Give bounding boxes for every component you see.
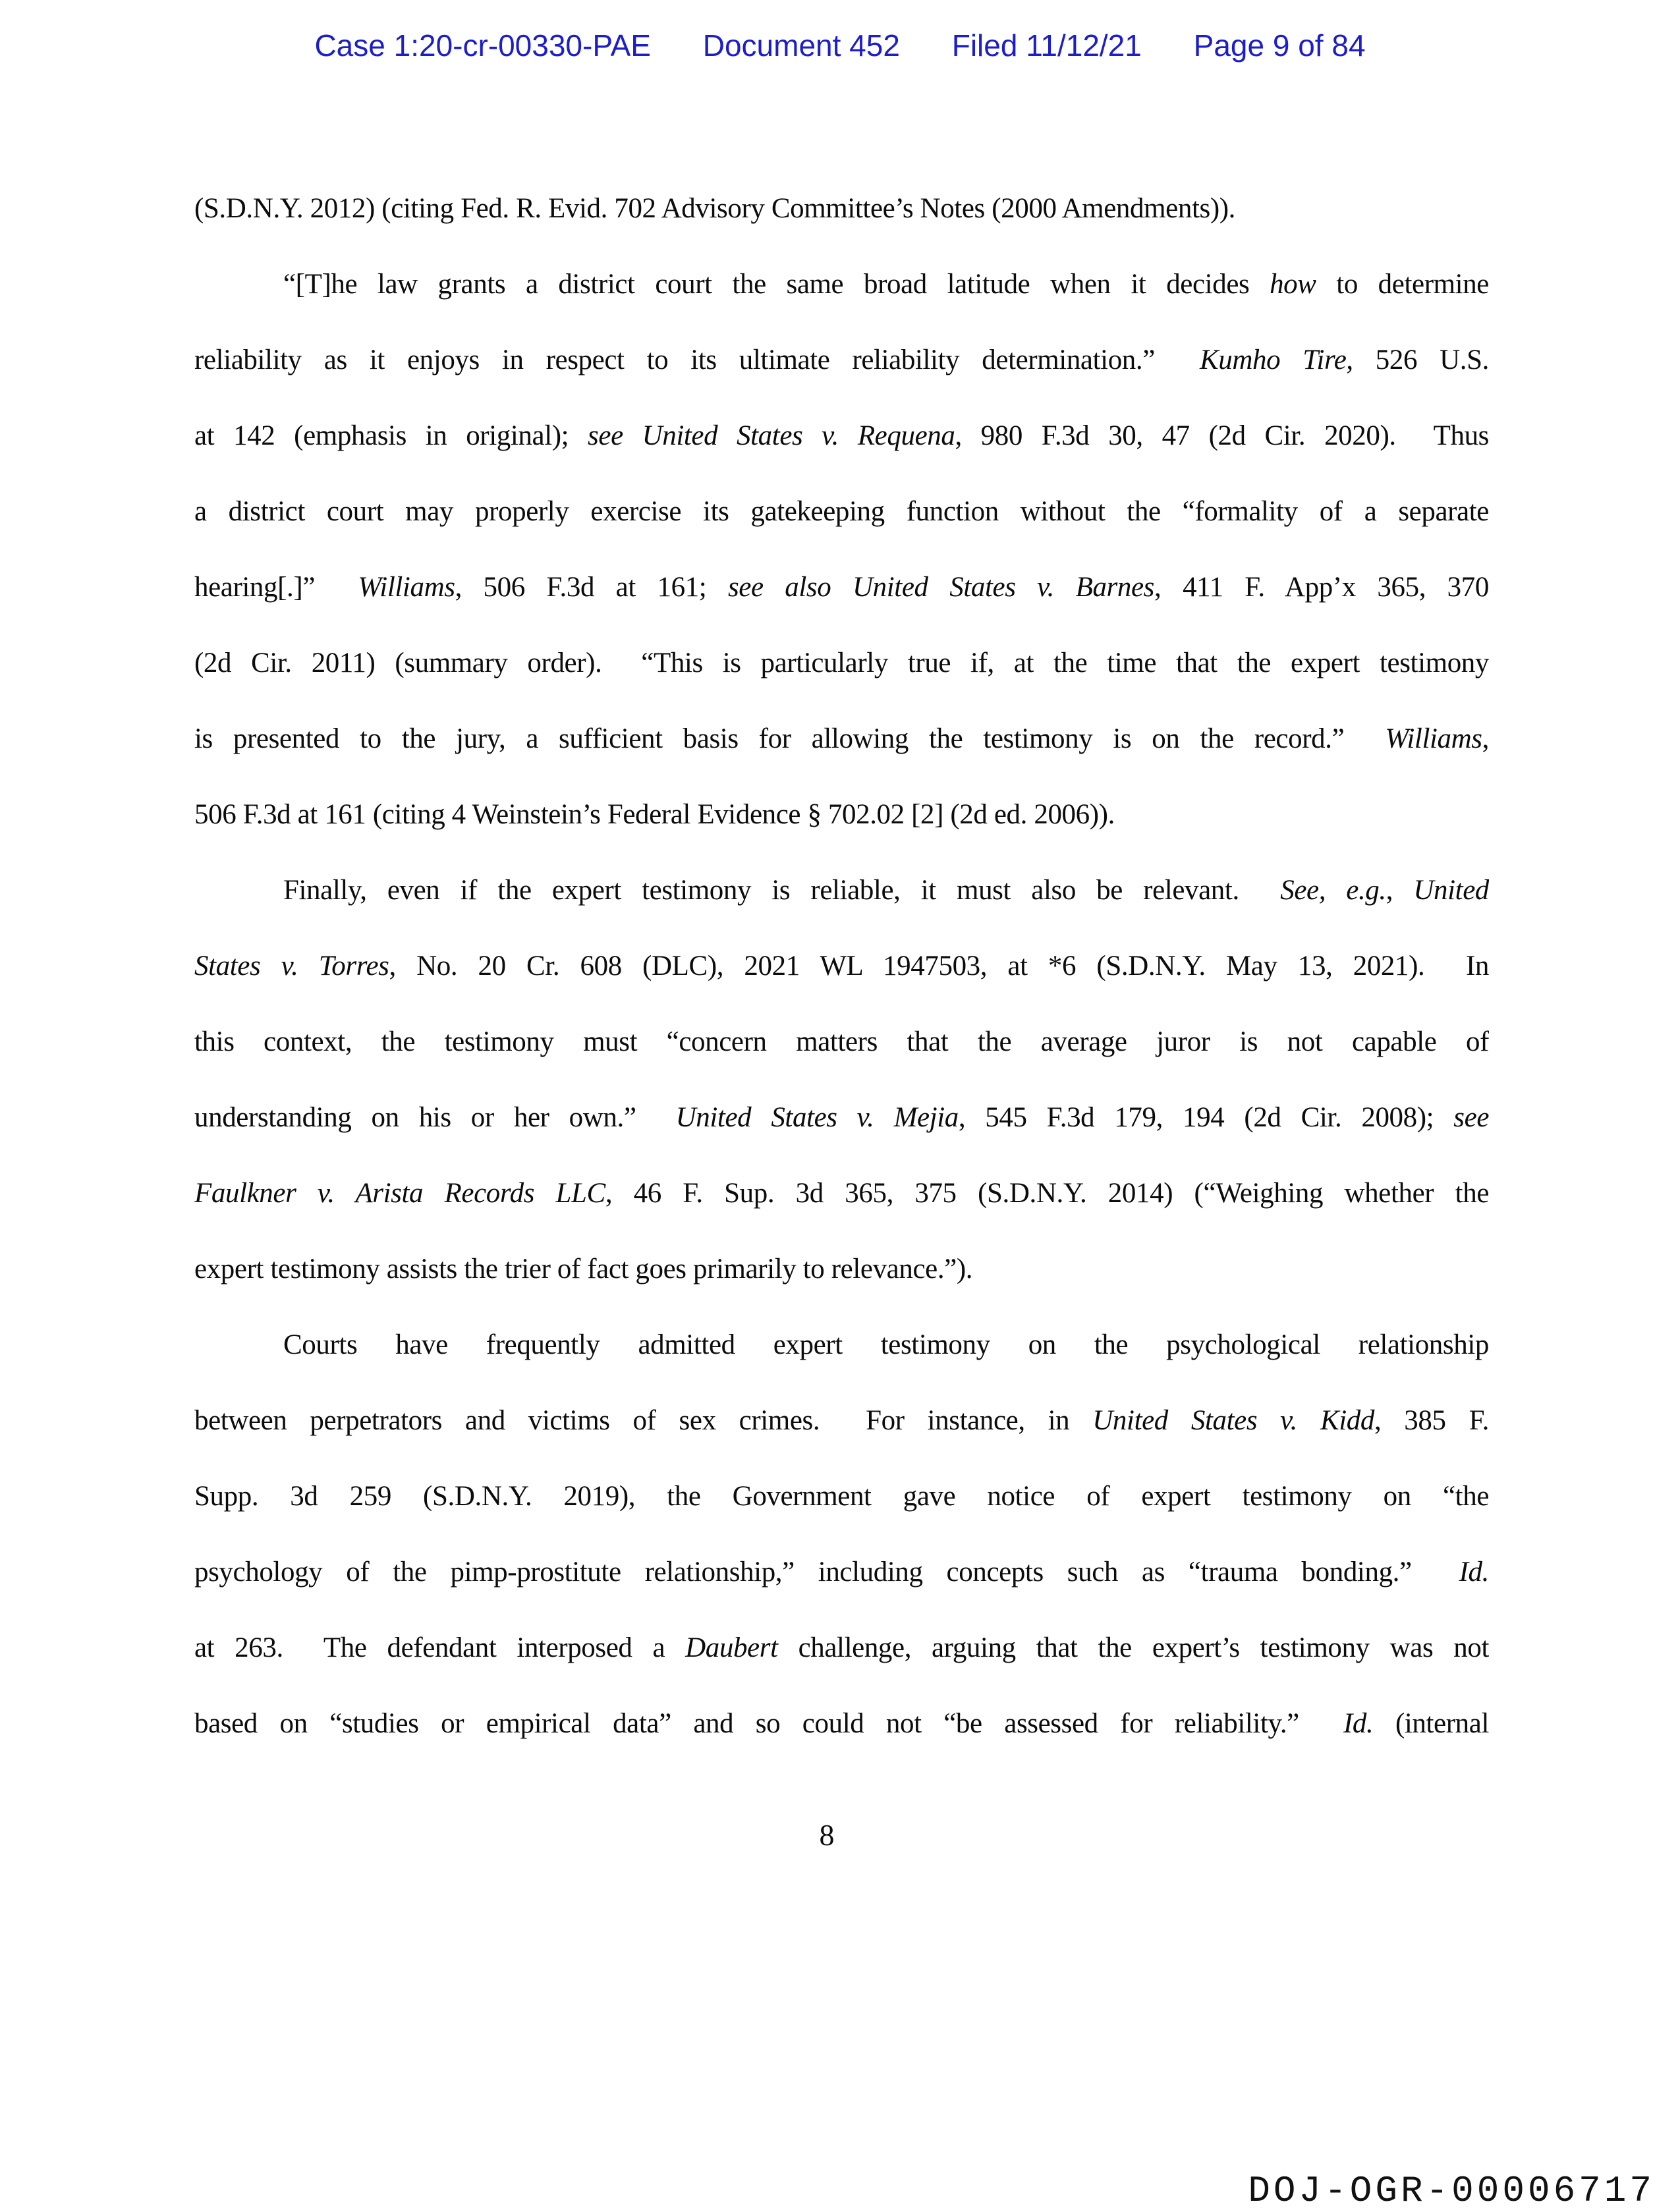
plain-text: this context, the testimony must “concern matters that the average juror is not capable of: [194, 1026, 1489, 1057]
plain-text: challenge, arguing that the expert’s testimony was not: [777, 1632, 1489, 1663]
italic-text: how: [1270, 269, 1316, 300]
italic-text: United States v. Kidd: [1092, 1405, 1374, 1436]
plain-text: (internal: [1373, 1708, 1489, 1739]
plain-text: ,: [1482, 723, 1489, 754]
text-line: [194, 1004, 1489, 1080]
italic-text: Id.: [1343, 1708, 1374, 1739]
plain-text: , 980 F.3d 30, 47 (2d Cir. 2020). Thus: [955, 420, 1489, 451]
text-line: [194, 1686, 1489, 1761]
plain-text: (2d Cir. 2011) (summary order). “This is particularly true if, at the time that the expert testimony: [194, 648, 1489, 678]
italic-text: see also United States v. Barnes: [727, 572, 1155, 603]
plain-text: , 526 U.S.: [1346, 345, 1489, 375]
header-case-number: Case 1:20-cr-00330-PAE: [314, 28, 651, 63]
plain-text: (S.D.N.Y. 2012) (citing Fed. R. Evid. 702 Advisory Committee’s Notes (2000 Amendments)).: [194, 193, 1236, 224]
italic-text: Id.: [1459, 1557, 1489, 1588]
plain-text: hearing[.]”: [194, 572, 358, 603]
italic-text: see United States v. Requena: [588, 420, 955, 451]
text-line: [194, 1155, 1489, 1231]
text-line: [194, 549, 1489, 625]
document-body: [194, 171, 1489, 1761]
italic-text: See, e.g.: [1280, 875, 1386, 906]
header-filed-date: Filed 11/12/21: [951, 28, 1142, 63]
plain-text: “[T]he law grants a district court the same broad latitude when it decides: [283, 269, 1270, 300]
plain-text: , 46 F. Sup. 3d 365, 375 (S.D.N.Y. 2014) (“Weighing whether the: [605, 1178, 1489, 1209]
plain-text: at 142 (emphasis in original);: [194, 420, 588, 451]
text-line: [194, 1534, 1489, 1610]
text-line: [194, 1307, 1489, 1383]
italic-text: Williams: [358, 572, 455, 603]
text-line: [194, 1610, 1489, 1686]
case-header: [0, 30, 1680, 61]
text-line: [194, 1080, 1489, 1155]
plain-text: at 263. The defendant interposed a: [194, 1632, 686, 1663]
plain-text: , 545 F.3d 179, 194 (2d Cir. 2008);: [958, 1102, 1454, 1133]
plain-text: , No. 20 Cr. 608 (DLC), 2021 WL 1947503, at *6 (S.D.N.Y. May 13, 2021). In: [389, 951, 1489, 982]
text-line: [194, 1458, 1489, 1534]
plain-text: between perpetrators and victims of sex crimes. For instance, in: [194, 1405, 1093, 1436]
text-line: [194, 625, 1489, 701]
text-line: [194, 474, 1489, 549]
header-document-number: Document 452: [702, 28, 900, 63]
text-line: [194, 701, 1489, 777]
plain-text: Supp. 3d 259 (S.D.N.Y. 2019), the Government gave notice of expert testimony on “the: [194, 1481, 1489, 1512]
plain-text: Courts have frequently admitted expert testimony on the psychological relationship: [283, 1329, 1489, 1360]
italic-text: Daubert: [685, 1632, 778, 1663]
plain-text: ,: [1386, 875, 1414, 906]
italic-text: see: [1453, 1102, 1489, 1133]
plain-text: to determine: [1316, 269, 1489, 300]
plain-text: reliability as it enjoys in respect to its ultimate reliability determination.”: [194, 345, 1200, 375]
text-line: [194, 398, 1489, 474]
text-line: [194, 1231, 1489, 1307]
italic-text: United: [1413, 875, 1489, 906]
plain-text: based on “studies or empirical data” and so could not “be assessed for reliability.”: [194, 1708, 1343, 1739]
text-line: [194, 322, 1489, 398]
plain-text: is presented to the jury, a sufficient basis for allowing the testimony is on the record.”: [194, 723, 1386, 754]
plain-text: 506 F.3d at 161 (citing 4 Weinstein’s Federal Evidence § 702.02 [2] (2d ed. 2006)).: [194, 799, 1115, 830]
italic-text: United States v. Mejia: [675, 1102, 959, 1133]
text-line: [194, 928, 1489, 1004]
plain-text: , 411 F. App’x 365, 370: [1154, 572, 1489, 603]
plain-text: psychology of the pimp-prostitute relationship,” including concepts such as “trauma bonding.”: [194, 1557, 1459, 1588]
header-page-count: Page 9 of 84: [1193, 28, 1366, 63]
plain-text: expert testimony assists the trier of fact goes primarily to relevance.”).: [194, 1254, 973, 1285]
page-number: 8: [819, 1818, 835, 1852]
bates-stamp: DOJ-OGR-00006717: [1248, 2170, 1655, 2212]
text-line: [194, 852, 1489, 928]
text-line: [194, 246, 1489, 322]
plain-text: understanding on his or her own.”: [194, 1102, 676, 1133]
plain-text: , 506 F.3d at 161;: [455, 572, 728, 603]
text-line: [194, 1383, 1489, 1458]
italic-text: Faulkner v. Arista Records LLC: [194, 1178, 605, 1209]
italic-text: Williams: [1385, 723, 1482, 754]
plain-text: , 385 F.: [1374, 1405, 1489, 1436]
plain-text: Finally, even if the expert testimony is reliable, it must also be relevant.: [283, 875, 1281, 906]
italic-text: States v. Torres: [194, 951, 389, 982]
plain-text: a district court may properly exercise its gatekeeping function without the “formality of a separate: [194, 496, 1489, 527]
text-line: [194, 171, 1489, 246]
italic-text: Kumho Tire: [1200, 345, 1347, 375]
text-line: [194, 777, 1489, 852]
